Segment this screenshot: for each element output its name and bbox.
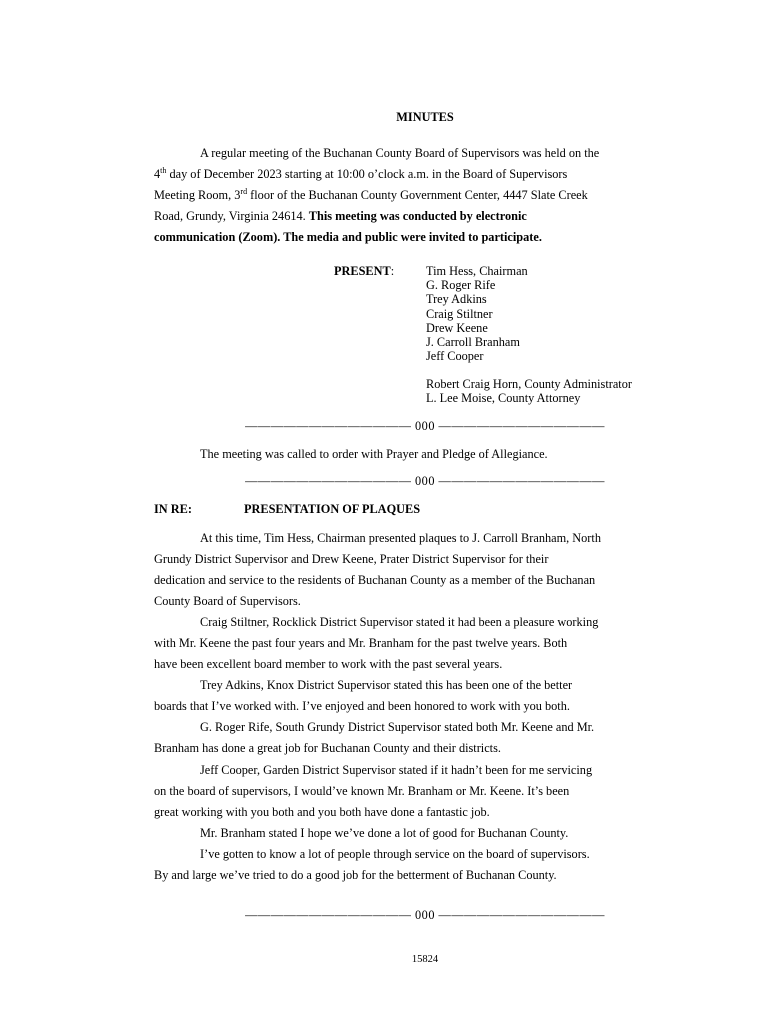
body-line: Trey Adkins, Knox District Supervisor stated this has been one of the better bbox=[200, 678, 573, 692]
intro-line-2: 4th day of December 2023 starting at 10:00 o’clock a.m. in the Board of Supervisors bbox=[154, 166, 568, 181]
present-label: PRESENT: bbox=[334, 264, 395, 278]
member-name: Drew Keene bbox=[426, 320, 488, 335]
separator: ————————————— 000 ————————————— bbox=[245, 908, 605, 922]
staff-name: L. Lee Moise, County Attorney bbox=[426, 391, 581, 406]
call-to-order: The meeting was called to order with Prayer and Pledge of Allegiance. bbox=[200, 447, 548, 461]
member-name: G. Roger Rife bbox=[426, 278, 496, 293]
body-line: boards that I’ve worked with. I’ve enjoyed and been honored to work with you both. bbox=[154, 699, 570, 713]
body-line: At this time, Tim Hess, Chairman presented plaques to J. Carroll Branham, North bbox=[200, 531, 601, 545]
member-name: Craig Stiltner bbox=[426, 306, 493, 321]
page-title: MINUTES bbox=[396, 110, 454, 124]
intro-line-5: communication (Zoom). The media and public were invited to participate. bbox=[154, 230, 542, 244]
body-line: I’ve gotten to know a lot of people through service on the board of supervisors. bbox=[200, 847, 590, 861]
separator: ————————————— 000 ————————————— bbox=[245, 419, 605, 433]
member-name: J. Carroll Branham bbox=[426, 335, 520, 350]
separator: ————————————— 000 ————————————— bbox=[245, 474, 605, 488]
body-line: dedication and service to the residents of Buchanan County as a member of the Buchanan bbox=[154, 573, 596, 587]
intro-line-1: A regular meeting of the Buchanan County Board of Supervisors was held on the bbox=[200, 146, 600, 160]
body-line: with Mr. Keene the past four years and Mr. Branham for the past twelve years. Both bbox=[154, 636, 568, 650]
in-re-subject: PRESENTATION OF PLAQUES bbox=[244, 502, 421, 516]
body-line: great working with you both and you both have done a fantastic job. bbox=[154, 805, 490, 819]
body-line: Branham has done a great job for Buchanan County and their districts. bbox=[154, 741, 501, 755]
body-line: Jeff Cooper, Garden District Supervisor stated if it hadn’t been for me servicing bbox=[200, 763, 593, 777]
member-name: Tim Hess, Chairman bbox=[426, 264, 528, 278]
in-re-label: IN RE: bbox=[154, 502, 192, 516]
body-line: have been excellent board member to work with the past several years. bbox=[154, 657, 503, 671]
intro-line-4: Road, Grundy, Virginia 24614. This meeting was conducted by electronic bbox=[154, 209, 527, 223]
body-line: Grundy District Supervisor and Drew Keene, Prater District Supervisor for their bbox=[154, 552, 549, 566]
body-line: County Board of Supervisors. bbox=[154, 594, 301, 608]
body-line: By and large we’ve tried to do a good job for the betterment of Buchanan County. bbox=[154, 868, 557, 882]
present-members bbox=[426, 264, 528, 363]
body-line: Craig Stiltner, Rocklick District Supervisor stated it had been a pleasure working bbox=[200, 615, 599, 629]
member-name: Jeff Cooper bbox=[426, 349, 484, 364]
body-line: on the board of supervisors, I would’ve known Mr. Branham or Mr. Keene. It’s been bbox=[154, 784, 570, 798]
body-line: Mr. Branham stated I hope we’ve done a lot of good for Buchanan County. bbox=[200, 826, 569, 840]
body-line: G. Roger Rife, South Grundy District Supervisor stated both Mr. Keene and Mr. bbox=[200, 720, 595, 734]
member-name: Trey Adkins bbox=[426, 292, 487, 307]
page-number: 15824 bbox=[411, 954, 439, 965]
staff-name: Robert Craig Horn, County Administrator bbox=[426, 377, 632, 391]
intro-line-3: Meeting Room, 3rd floor of the Buchanan County Government Center, 4447 Slate Creek bbox=[154, 187, 588, 202]
present-staff bbox=[426, 377, 632, 405]
